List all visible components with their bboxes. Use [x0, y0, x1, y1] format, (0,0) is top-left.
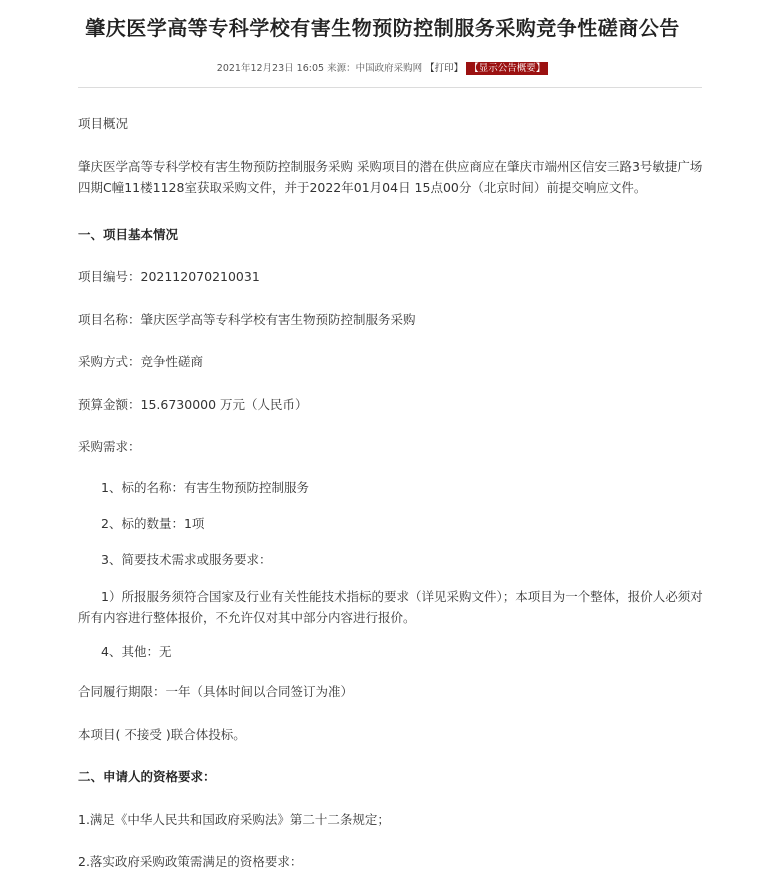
- overview-heading: 项目概况: [78, 116, 129, 131]
- requirement-item-1: 1、标的名称：有害生物预防控制服务: [101, 480, 309, 495]
- print-link[interactable]: 【打印】: [425, 63, 464, 74]
- requirement-item-3-detail: 1）所报服务须符合国家及行业有关性能技术指标的要求（详见采购文件）；本项目为一个整体，报价人必须对所有内容进行整体报价，不允许仅对其中部分内容进行报价。: [78, 589, 703, 625]
- procurement-method: 采购方式：竞争性磋商: [78, 354, 204, 369]
- project-number: 项目编号：202112070210031: [78, 269, 260, 284]
- source-name: 中国政府采购网: [355, 63, 423, 74]
- source-label: 来源：: [327, 63, 356, 74]
- requirements-heading: 采购需求：: [78, 439, 141, 454]
- qualification-2: 2.落实政府采购政策需满足的资格要求：: [78, 854, 303, 869]
- meta-line: [0, 60, 765, 75]
- qualification-1: 1.满足《中华人民共和国政府采购法》第二十二条规定；: [78, 812, 390, 827]
- requirement-item-3: 3、简要技术需求或服务要求：: [101, 552, 272, 567]
- page-title: 肇庆医学高等专科学校有害生物预防控制服务采购竞争性磋商公告: [85, 16, 680, 40]
- show-summary-button[interactable]: 【显示公告概要】: [466, 62, 548, 75]
- section2-heading: 二、申请人的资格要求：: [78, 769, 216, 784]
- project-name: 项目名称：肇庆医学高等专科学校有害生物预防控制服务采购: [78, 312, 416, 327]
- requirement-item-2: 2、标的数量：1项: [101, 516, 205, 531]
- contract-term: 合同履行期限：一年（具体时间以合同签订为准）: [78, 684, 354, 699]
- header-divider: [78, 87, 702, 88]
- section1-heading: 一、项目基本情况: [78, 227, 179, 242]
- publish-date: 2021年12月23日 16:05: [216, 63, 325, 74]
- consortium-note: 本项目( 不接受 )联合体投标。: [78, 727, 246, 742]
- requirement-item-4: 4、其他：无: [101, 644, 172, 659]
- budget-amount: 预算金额：15.6730000 万元（人民币）: [78, 397, 308, 412]
- overview-text: 肇庆医学高等专科学校有害生物预防控制服务采购 采购项目的潜在供应商应在肇庆市端州区信安三路3号敏捷广场四期C幢11楼1128室获取采购文件，并于2022年01月04日 15点00分（北京时间）前提交响应文件。: [78, 159, 703, 195]
